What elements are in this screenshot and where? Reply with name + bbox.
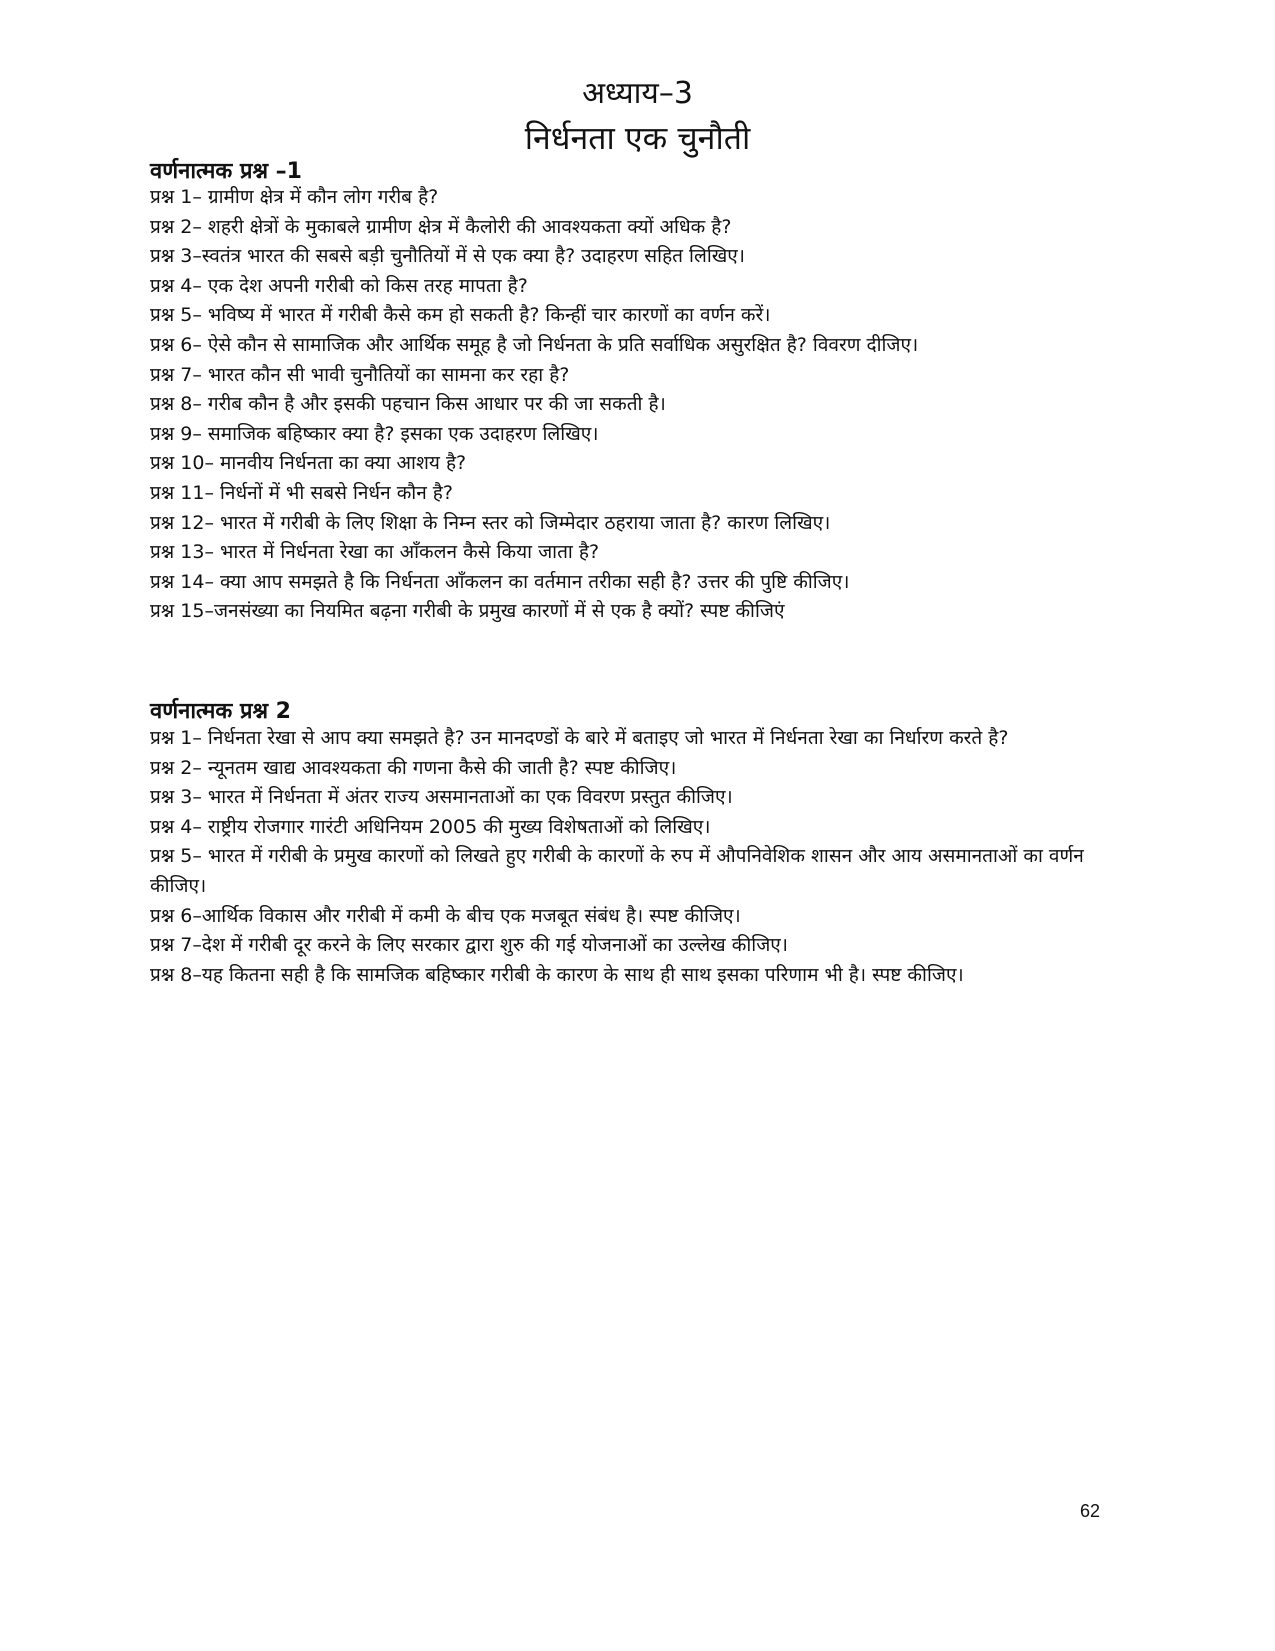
question-item: प्रश्न 7–देश में गरीबी दूर करने के लिए सरकार द्वारा शुरु की गई योजनाओं का उल्लेख कीजिए। <box>150 934 789 957</box>
question-item: प्रश्न 2– न्यूनतम खाद्य आवश्यकता की गणना कैसे की जाती है? स्पष्ट कीजिए। <box>150 756 677 779</box>
chapter-title: निर्धनता एक चुनौती <box>524 119 751 157</box>
question-item: प्रश्न 3– भारत में निर्धनता में अंतर राज्य असमानताओं का एक विवरण प्रस्तुत कीजिए। <box>150 786 733 809</box>
question-item: प्रश्न 7– भारत कौन सी भावी चुनौतियों का सामना कर रहा है? <box>150 363 570 386</box>
question-item: प्रश्न 9– समाजिक बहिष्कार क्या है? इसका एक उदाहरण लिखिए। <box>150 422 599 445</box>
section-1-question-list <box>150 183 1125 627</box>
question-item: प्रश्न 3–स्वतंत्र भारत की सबसे बड़ी चुनौतियों में से एक क्या है? उदाहरण सहित लिखिए। <box>150 245 746 268</box>
section-2-heading: वर्णनात्मक प्रश्न 2 <box>150 699 291 724</box>
question-item: प्रश्न 10– मानवीय निर्धनता का क्या आशय है? <box>150 452 467 475</box>
chapter-number: अध्याय–3 <box>582 76 693 111</box>
question-item: प्रश्न 2– शहरी क्षेत्रों के मुकाबले ग्रामीण क्षेत्र में कैलोरी की आवश्यकता क्यों अधिक है? <box>150 215 732 238</box>
question-item: प्रश्न 1– निर्धनता रेखा से आप क्या समझते है? उन मानदण्डों के बारे में बताइए जो भारत में निर्धनता रेखा का निर्धारण करते है? <box>150 727 1009 749</box>
question-item: प्रश्न 14– क्या आप समझते है कि निर्धनता आँकलन का वर्तमान तरीका सही है? उत्तर की पुष्टि कीजिए। <box>150 570 850 593</box>
section-1-heading: वर्णनात्मक प्रश्न –1 <box>150 159 302 184</box>
page-number: 62 <box>1080 1501 1101 1521</box>
question-item: प्रश्न 5– भारत में गरीबी के प्रमुख कारणों को लिखते हुए गरीबी के कारणों के रुप में औपनिवेशिक शासन और आय असमानताओं का वर्णन कीजिए। <box>150 845 1084 897</box>
question-item: प्रश्न 8– गरीब कौन है और इसकी पहचान किस आधार पर की जा सकती है। <box>150 393 666 416</box>
question-item: प्रश्न 15–जनसंख्या का नियमित बढ़ना गरीबी के प्रमुख कारणों में से एक है क्यों? स्पष्ट कीजिएं <box>150 600 785 623</box>
question-item: प्रश्न 4– एक देश अपनी गरीबी को किस तरह मापता है? <box>150 274 528 297</box>
question-item: प्रश्न 12– भारत में गरीबी के लिए शिक्षा के निम्न स्तर को जिम्मेदार ठहराया जाता है? कारण लिखिए। <box>150 511 831 534</box>
question-item: प्रश्न 8–यह कितना सही है कि सामजिक बहिष्कार गरीबी के कारण के साथ ही साथ इसका परिणाम भी है। स्पष्ट कीजिए। <box>150 963 964 986</box>
question-item: प्रश्न 4– राष्ट्रीय रोजगार गारंटी अधिनियम 2005 की मुख्य विशेषताओं को लिखिए। <box>150 815 711 838</box>
section-2-question-list <box>150 724 1125 990</box>
question-item: प्रश्न 13– भारत में निर्धनता रेखा का आँकलन कैसे किया जाता है? <box>150 541 600 564</box>
question-item: प्रश्न 1– ग्रामीण क्षेत्र में कौन लोग गरीब है? <box>150 186 439 208</box>
question-item: प्रश्न 6– ऐसे कौन से सामाजिक और आर्थिक समूह है जो निर्धनता के प्रति सर्वाधिक असुरक्षित है? विवरण दीजिए। <box>150 333 919 356</box>
question-item: प्रश्न 5– भविष्य में भारत में गरीबी कैसे कम हो सकती है? किन्हीं चार कारणों का वर्णन करें। <box>150 304 771 327</box>
question-item: प्रश्न 11– निर्धनों में भी सबसे निर्धन कौन है? <box>150 481 453 504</box>
question-item: प्रश्न 6–आर्थिक विकास और गरीबी में कमी के बीच एक मजबूत संबंध है। स्पष्ट कीजिए। <box>150 904 741 927</box>
